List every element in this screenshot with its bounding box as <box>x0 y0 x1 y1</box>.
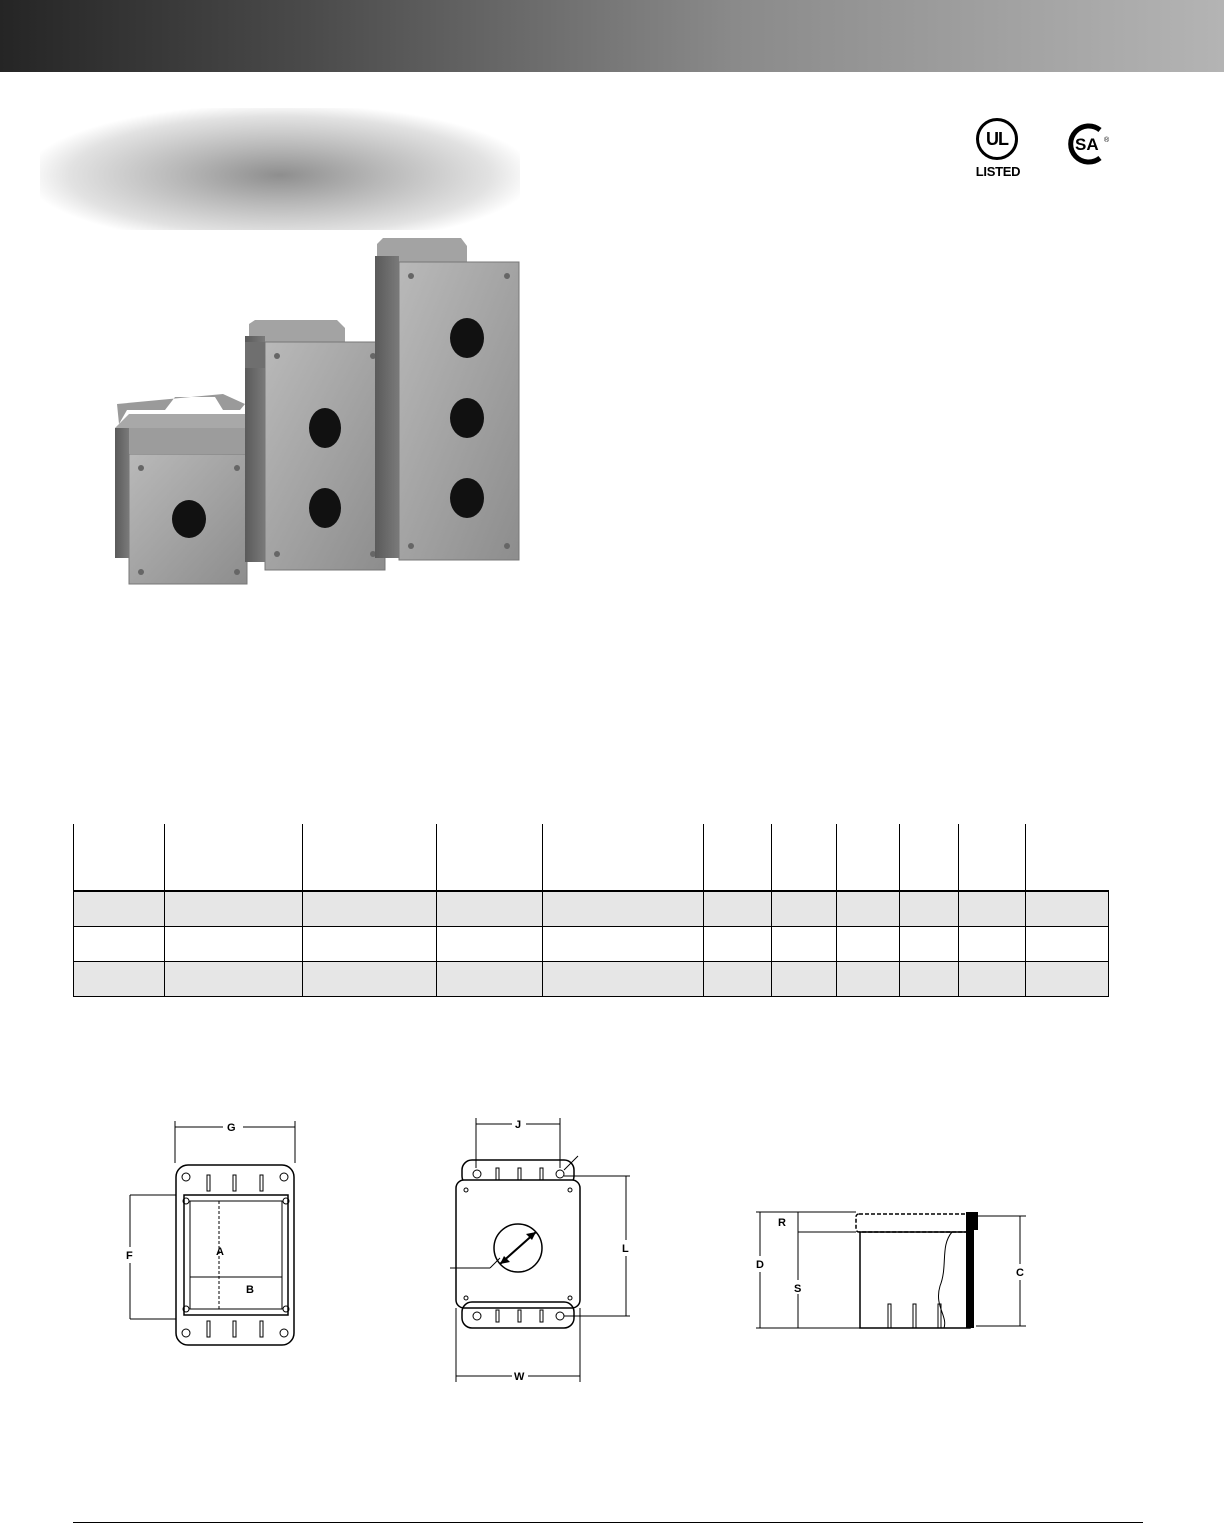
table-row <box>74 927 1109 962</box>
table-cell <box>437 891 543 927</box>
table-cell <box>772 962 837 997</box>
table-cell <box>543 927 704 962</box>
table-cell <box>837 891 900 927</box>
table-cell <box>959 962 1026 997</box>
enclosure-one-hole <box>115 394 247 584</box>
ul-logo-caption: LISTED <box>975 164 1021 179</box>
header-cell <box>900 824 959 891</box>
title-backdrop <box>40 108 520 230</box>
header-cell <box>74 824 165 891</box>
table-cell <box>303 962 437 997</box>
header-cell <box>437 824 543 891</box>
dim-label-d: D <box>756 1259 764 1271</box>
table-cell <box>837 962 900 997</box>
table-header-row <box>74 824 1109 891</box>
table-cell <box>704 891 772 927</box>
table-cell <box>543 891 704 927</box>
header-cell <box>837 824 900 891</box>
header-cell <box>772 824 837 891</box>
dim-label-r: R <box>778 1217 786 1229</box>
dim-label-w: W <box>514 1371 525 1383</box>
table-cell <box>772 927 837 962</box>
enclosure-two-hole <box>245 320 385 570</box>
dim-label-j: J <box>515 1119 522 1131</box>
csa-logo <box>1066 122 1114 166</box>
csa-logo-text: SA <box>1075 135 1099 154</box>
table-cell <box>1026 927 1109 962</box>
header-cell <box>303 824 437 891</box>
enclosure-three-hole <box>375 238 519 560</box>
table-cell <box>165 891 303 927</box>
dim-label-b: B <box>246 1284 254 1296</box>
table-cell <box>959 927 1026 962</box>
ul-listed-logo <box>970 118 1026 182</box>
table-cell <box>74 891 165 927</box>
dim-label-l: L <box>622 1243 629 1255</box>
table-cell <box>74 927 165 962</box>
table-row <box>74 962 1109 997</box>
table-cell <box>900 927 959 962</box>
side-view-drawing <box>752 1206 1032 1336</box>
table-cell <box>1026 962 1109 997</box>
header-gradient-bar <box>0 0 1224 72</box>
table-cell <box>1026 891 1109 927</box>
table-cell <box>772 891 837 927</box>
ul-logo-circle: UL <box>976 118 1018 160</box>
table-cell <box>165 962 303 997</box>
table-cell <box>959 891 1026 927</box>
header-cell <box>959 824 1026 891</box>
dim-label-a: A <box>216 1246 224 1258</box>
table-cell <box>704 927 772 962</box>
front-view-drawing <box>440 1112 640 1392</box>
table-cell <box>704 962 772 997</box>
header-cell <box>543 824 704 891</box>
table-row <box>74 891 1109 927</box>
dim-label-g: G <box>227 1122 236 1134</box>
table-cell <box>303 927 437 962</box>
table-cell <box>543 962 704 997</box>
table-cell <box>837 927 900 962</box>
table-cell <box>437 927 543 962</box>
header-cell <box>1026 824 1109 891</box>
back-view-drawing <box>120 1115 320 1355</box>
product-photo <box>105 232 535 594</box>
table-cell <box>900 962 959 997</box>
table-cell <box>900 891 959 927</box>
dim-label-s: S <box>794 1283 802 1295</box>
table-cell <box>303 891 437 927</box>
header-cell <box>165 824 303 891</box>
table-cell <box>437 962 543 997</box>
csa-registered-mark: ® <box>1104 137 1110 144</box>
specification-table <box>73 824 1109 997</box>
dim-label-c: C <box>1016 1267 1024 1279</box>
table-cell <box>165 927 303 962</box>
header-cell <box>704 824 772 891</box>
dim-label-f: F <box>126 1250 133 1262</box>
table-cell <box>74 962 165 997</box>
